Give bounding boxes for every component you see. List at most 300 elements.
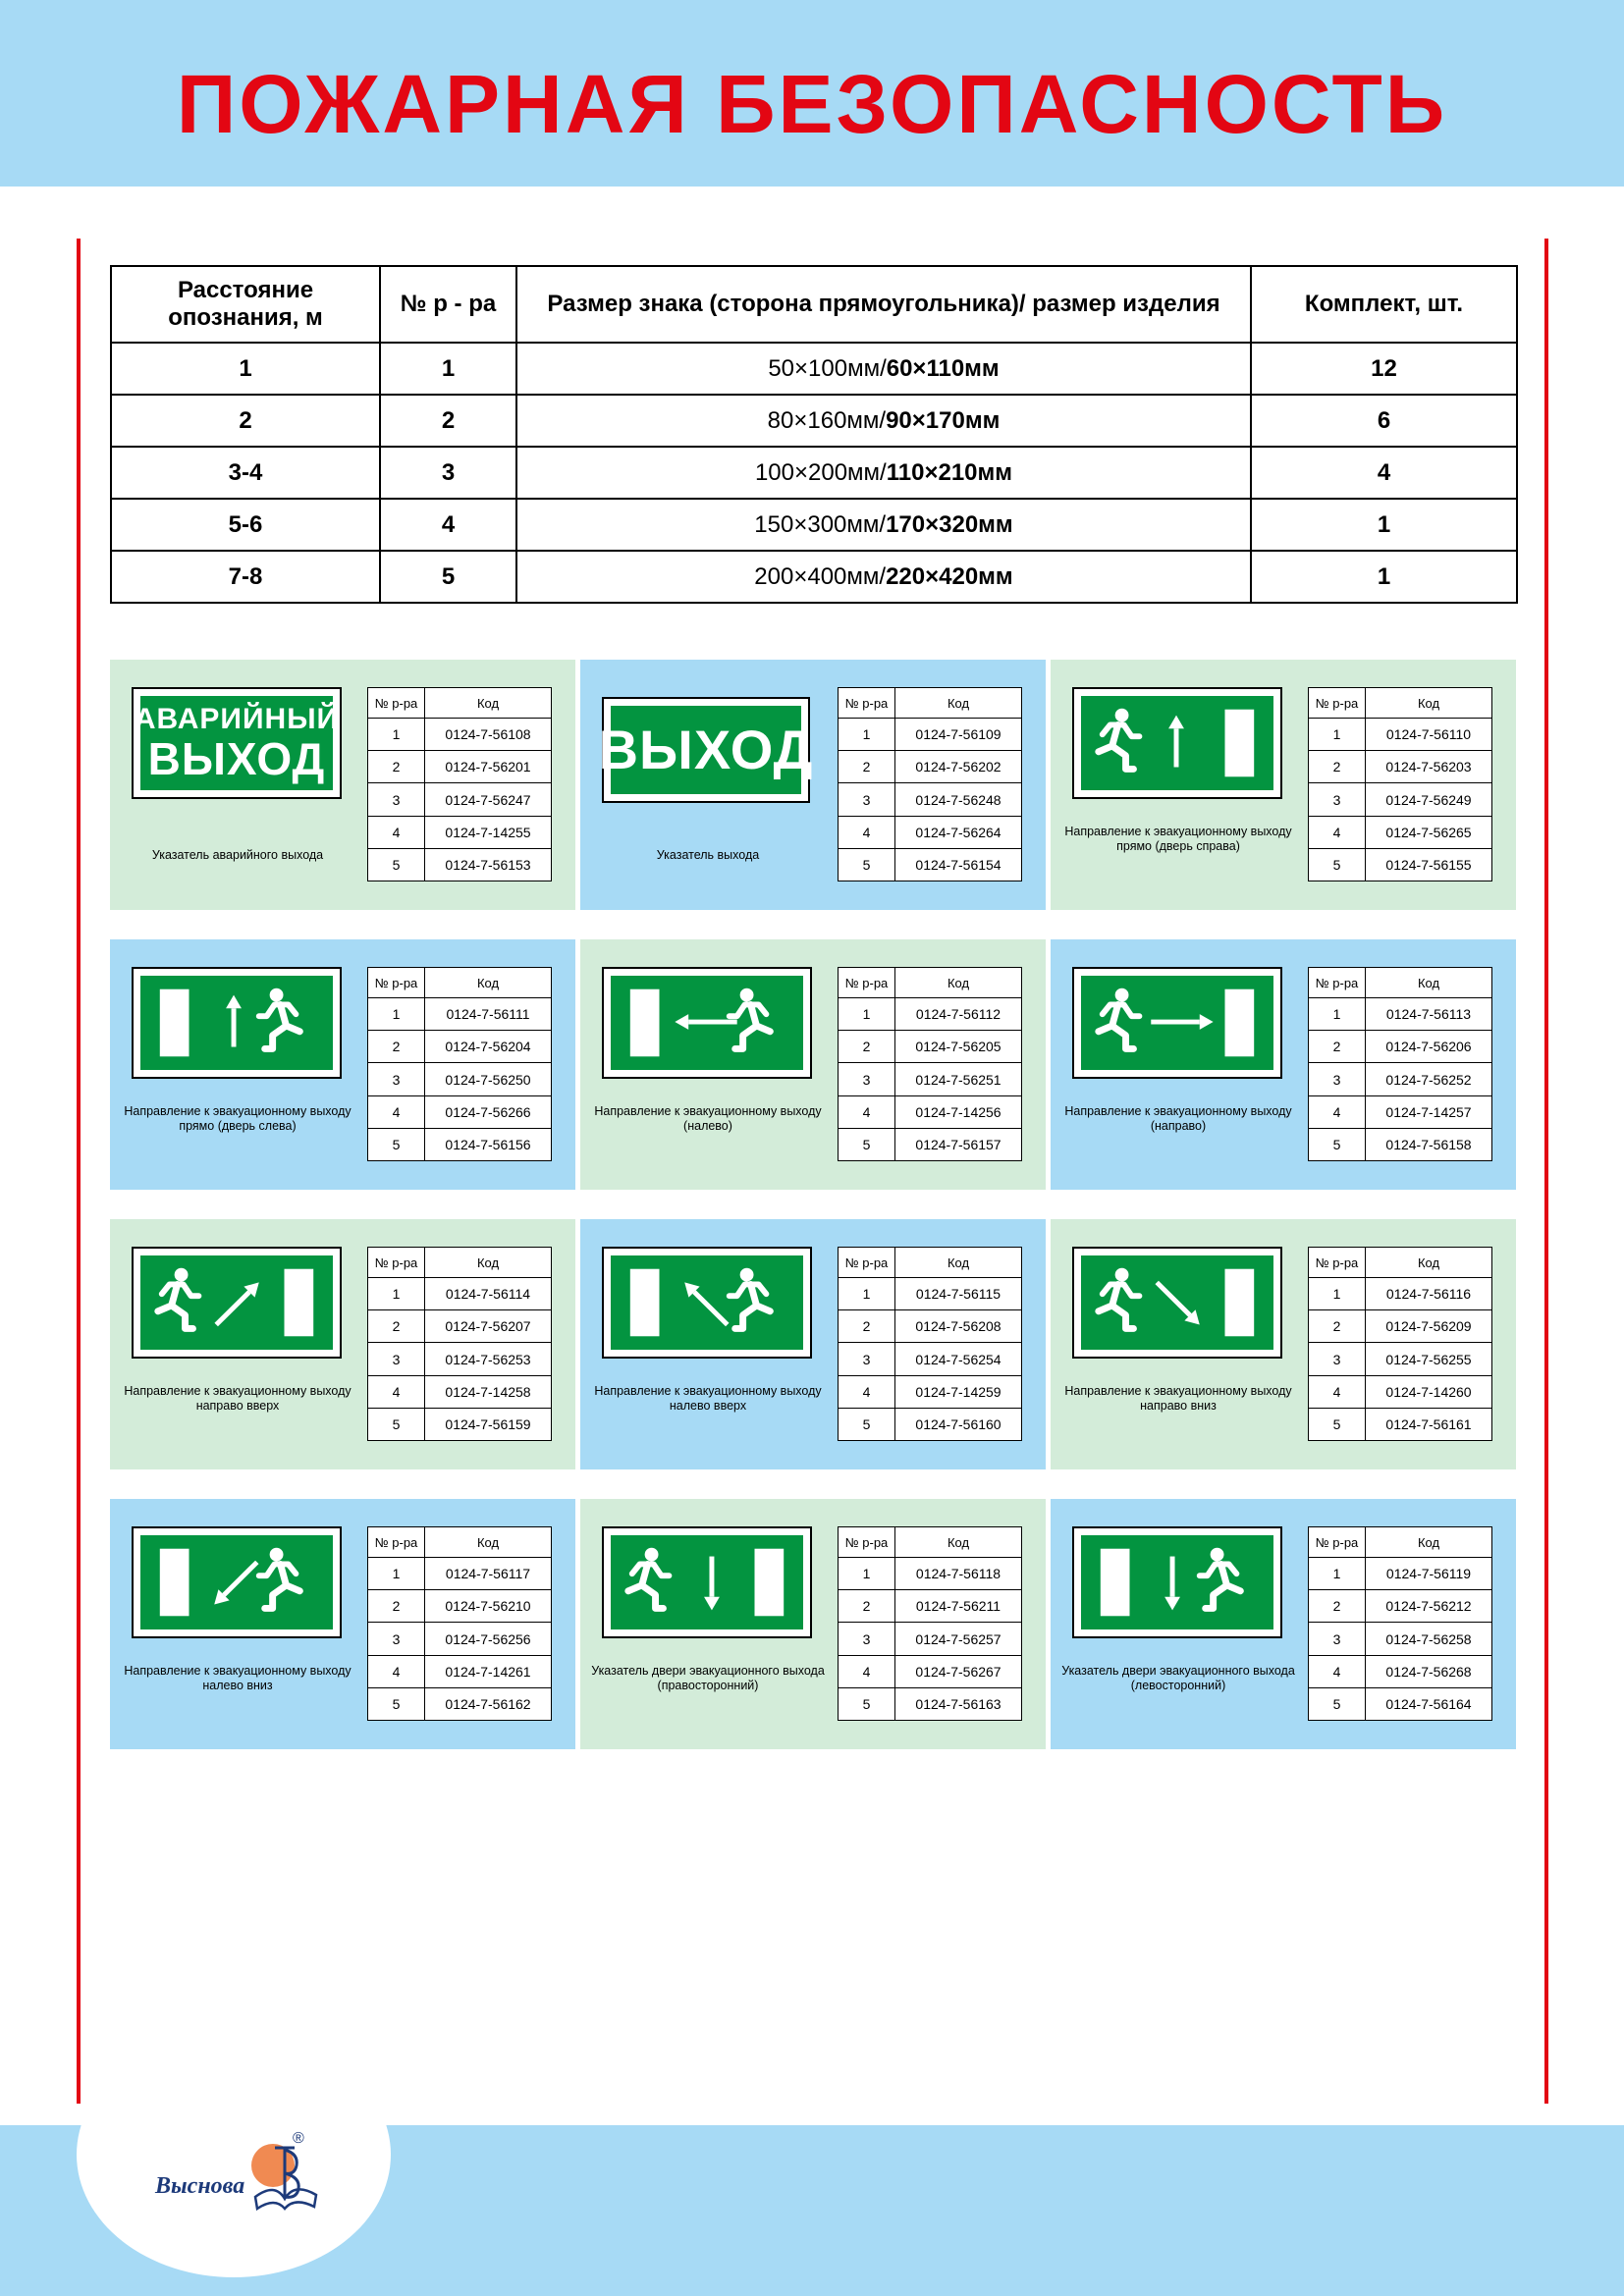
code-header-number: № р-ра <box>1309 1527 1366 1558</box>
code-value: 0124-7-56204 <box>425 1031 552 1063</box>
code-value: 0124-7-56249 <box>1366 783 1492 816</box>
code-row-number: 2 <box>839 1031 895 1063</box>
code-row-number: 4 <box>368 1655 425 1687</box>
code-row-number: 2 <box>368 1310 425 1343</box>
code-value: 0124-7-56108 <box>425 719 552 751</box>
cell-count: 6 <box>1251 395 1517 447</box>
code-value: 0124-7-14261 <box>425 1655 552 1687</box>
code-row-number: 5 <box>1309 1128 1366 1160</box>
code-value: 0124-7-56157 <box>895 1128 1022 1160</box>
cell-number: 3 <box>380 447 516 499</box>
sign-caption: Направление к эвакуационному выходу (направо) <box>1064 1104 1292 1133</box>
code-row-number: 4 <box>1309 1095 1366 1128</box>
code-row-number: 5 <box>1309 1408 1366 1440</box>
code-value: 0124-7-56115 <box>895 1278 1022 1310</box>
code-value: 0124-7-56202 <box>895 751 1022 783</box>
code-value: 0124-7-56112 <box>895 998 1022 1031</box>
size-table-row <box>111 499 1517 551</box>
code-table <box>1308 1247 1492 1441</box>
code-row <box>839 1687 1022 1720</box>
sign-caption: Указатель выхода <box>656 848 760 862</box>
code-table <box>1308 967 1492 1161</box>
code-header-code: Код <box>895 1527 1022 1558</box>
code-header-number: № р-ра <box>368 688 425 719</box>
code-row-number: 2 <box>1309 751 1366 783</box>
code-row <box>1309 1343 1492 1375</box>
code-row <box>1309 1558 1492 1590</box>
code-value: 0124-7-56258 <box>1366 1623 1492 1655</box>
code-value: 0124-7-56211 <box>895 1590 1022 1623</box>
code-row-number: 3 <box>1309 783 1366 816</box>
code-row <box>368 998 552 1031</box>
size-table <box>110 265 1518 604</box>
cell-distance: 3-4 <box>111 447 380 499</box>
sign-caption: Указатель двери эвакуационного выхода (левосторонний) <box>1061 1664 1295 1692</box>
sign-pictogram <box>1081 1255 1273 1350</box>
evacuation-sign <box>602 967 812 1079</box>
code-value: 0124-7-14259 <box>895 1375 1022 1408</box>
publisher-logo <box>147 2130 324 2218</box>
code-row-number: 2 <box>1309 1310 1366 1343</box>
code-value: 0124-7-56153 <box>425 848 552 881</box>
sign-size: 200×400мм/ <box>754 562 887 590</box>
code-row-number: 1 <box>368 1278 425 1310</box>
cell-size <box>516 343 1251 395</box>
evacuation-sign <box>132 1247 342 1359</box>
sign-card <box>1051 1499 1516 1749</box>
size-table-body <box>111 343 1517 603</box>
code-row-number: 5 <box>1309 848 1366 881</box>
code-value: 0124-7-56247 <box>425 783 552 816</box>
left-red-border <box>77 239 81 2104</box>
code-row <box>368 816 552 848</box>
code-row-number: 4 <box>368 816 425 848</box>
code-value: 0124-7-56267 <box>895 1655 1022 1687</box>
evacuation-sign <box>132 1526 342 1638</box>
code-row-number: 5 <box>839 1128 895 1160</box>
sign-caption: Указатель двери эвакуационного выхода (правосторонний) <box>591 1664 825 1692</box>
evacuation-sign <box>1072 967 1282 1079</box>
sign-text-line1: АВАРИЙНЫЙ <box>134 703 340 735</box>
code-value: 0124-7-56158 <box>1366 1128 1492 1160</box>
code-row <box>839 1558 1022 1590</box>
code-row-number: 3 <box>839 1063 895 1095</box>
code-header-code: Код <box>895 688 1022 719</box>
code-row <box>368 1063 552 1095</box>
code-table-header <box>368 688 552 719</box>
code-value: 0124-7-56114 <box>425 1278 552 1310</box>
code-row <box>1309 1063 1492 1095</box>
code-row-number: 3 <box>368 1343 425 1375</box>
code-row-number: 5 <box>368 1687 425 1720</box>
sign-caption: Указатель аварийного выхода <box>151 848 324 862</box>
code-row <box>1309 1375 1492 1408</box>
code-row <box>839 1128 1022 1160</box>
code-header-number: № р-ра <box>839 1248 895 1278</box>
code-value: 0124-7-56206 <box>1366 1031 1492 1063</box>
code-header-number: № р-ра <box>839 1527 895 1558</box>
code-header-code: Код <box>895 1248 1022 1278</box>
sign-pictogram <box>611 976 803 1070</box>
code-row <box>368 1095 552 1128</box>
code-row <box>368 1031 552 1063</box>
code-row-number: 1 <box>368 1558 425 1590</box>
code-row <box>1309 1408 1492 1440</box>
exit-sign <box>132 687 342 799</box>
header-number: № р - ра <box>380 266 516 343</box>
code-row <box>1309 1278 1492 1310</box>
code-row-number: 1 <box>839 1278 895 1310</box>
code-row <box>368 1408 552 1440</box>
code-row-number: 3 <box>368 783 425 816</box>
code-row <box>839 1623 1022 1655</box>
code-value: 0124-7-56109 <box>895 719 1022 751</box>
code-value: 0124-7-56255 <box>1366 1343 1492 1375</box>
code-row <box>368 848 552 881</box>
code-value: 0124-7-56205 <box>895 1031 1022 1063</box>
code-row <box>368 719 552 751</box>
code-row <box>1309 1095 1492 1128</box>
code-row-number: 5 <box>368 848 425 881</box>
code-header-code: Код <box>425 1248 552 1278</box>
registered-mark: ® <box>293 2130 304 2147</box>
code-row-number: 5 <box>839 848 895 881</box>
evacuation-sign <box>132 967 342 1079</box>
code-table <box>838 967 1022 1161</box>
sign-pictogram <box>611 1255 803 1350</box>
code-row-number: 3 <box>1309 1063 1366 1095</box>
cell-number: 2 <box>380 395 516 447</box>
cell-size <box>516 395 1251 447</box>
code-row-number: 4 <box>1309 1375 1366 1408</box>
code-row <box>1309 816 1492 848</box>
code-row-number: 3 <box>839 1623 895 1655</box>
code-value: 0124-7-56117 <box>425 1558 552 1590</box>
code-row <box>1309 1623 1492 1655</box>
sign-card <box>110 660 575 910</box>
item-size: 170×320мм <box>886 510 1013 538</box>
code-value: 0124-7-56210 <box>425 1590 552 1623</box>
code-row-number: 3 <box>839 783 895 816</box>
cell-count: 1 <box>1251 499 1517 551</box>
code-row-number: 3 <box>368 1623 425 1655</box>
code-table <box>367 687 552 881</box>
item-size: 110×210мм <box>886 458 1013 486</box>
code-row-number: 2 <box>368 1031 425 1063</box>
code-row-number: 3 <box>1309 1343 1366 1375</box>
code-row <box>839 1343 1022 1375</box>
size-table-header-row <box>111 266 1517 343</box>
sign-caption: Направление к эвакуационному выходу (налево) <box>594 1104 822 1133</box>
code-table <box>838 1247 1022 1441</box>
code-row <box>839 719 1022 751</box>
code-table <box>1308 687 1492 881</box>
right-red-border <box>1544 239 1548 2104</box>
code-row-number: 2 <box>1309 1031 1366 1063</box>
sign-card <box>580 1219 1046 1469</box>
code-table <box>367 967 552 1161</box>
sign-card <box>1051 1219 1516 1469</box>
code-value: 0124-7-56265 <box>1366 816 1492 848</box>
code-row-number: 2 <box>368 1590 425 1623</box>
code-row <box>1309 1687 1492 1720</box>
code-value: 0124-7-56251 <box>895 1063 1022 1095</box>
code-row <box>839 998 1022 1031</box>
code-value: 0124-7-56212 <box>1366 1590 1492 1623</box>
code-value: 0124-7-56160 <box>895 1408 1022 1440</box>
code-value: 0124-7-56253 <box>425 1343 552 1375</box>
code-row <box>368 1590 552 1623</box>
code-row <box>1309 783 1492 816</box>
code-row <box>368 1687 552 1720</box>
sign-pictogram <box>1081 976 1273 1070</box>
cell-number: 5 <box>380 551 516 603</box>
code-value: 0124-7-56159 <box>425 1408 552 1440</box>
code-value: 0124-7-56268 <box>1366 1655 1492 1687</box>
exit-sign <box>598 697 814 803</box>
code-row <box>839 848 1022 881</box>
sign-card <box>110 1219 575 1469</box>
code-row-number: 2 <box>1309 1590 1366 1623</box>
evacuation-sign <box>602 1526 812 1638</box>
code-value: 0124-7-56164 <box>1366 1687 1492 1720</box>
code-header-code: Код <box>1366 1527 1492 1558</box>
code-header-number: № р-ра <box>1309 1248 1366 1278</box>
code-value: 0124-7-56203 <box>1366 751 1492 783</box>
code-row <box>839 1063 1022 1095</box>
cell-count: 4 <box>1251 447 1517 499</box>
cell-number: 4 <box>380 499 516 551</box>
code-value: 0124-7-56201 <box>425 751 552 783</box>
sign-pictogram <box>611 1535 803 1629</box>
code-table-header <box>368 1527 552 1558</box>
code-row-number: 1 <box>1309 1278 1366 1310</box>
sign-size: 100×200мм/ <box>754 458 887 486</box>
item-size: 60×110мм <box>886 354 1000 382</box>
cell-size <box>516 551 1251 603</box>
code-row <box>839 1408 1022 1440</box>
code-row-number: 1 <box>1309 1558 1366 1590</box>
code-row <box>368 1310 552 1343</box>
code-header-code: Код <box>1366 968 1492 998</box>
code-header-code: Код <box>1366 1248 1492 1278</box>
code-row-number: 4 <box>1309 816 1366 848</box>
sign-size: 150×300мм/ <box>754 510 887 538</box>
code-row <box>839 1278 1022 1310</box>
code-row <box>839 816 1022 848</box>
code-row-number: 1 <box>1309 998 1366 1031</box>
code-row-number: 1 <box>839 719 895 751</box>
sign-text: ВЫХОД <box>598 719 814 780</box>
code-value: 0124-7-14258 <box>425 1375 552 1408</box>
code-header-number: № р-ра <box>1309 688 1366 719</box>
code-table-header <box>1309 1527 1492 1558</box>
code-row <box>1309 1031 1492 1063</box>
header-distance: Расстояние опознания, м <box>111 266 380 343</box>
sign-card <box>110 939 575 1190</box>
code-table <box>838 687 1022 881</box>
code-value: 0124-7-56118 <box>895 1558 1022 1590</box>
code-row-number: 2 <box>839 1310 895 1343</box>
cell-count: 12 <box>1251 343 1517 395</box>
logo-wordmark: Выснова <box>155 2173 245 2199</box>
sign-pictogram <box>140 1255 333 1350</box>
evacuation-sign <box>1072 1526 1282 1638</box>
code-header-code: Код <box>1366 688 1492 719</box>
code-value: 0124-7-56113 <box>1366 998 1492 1031</box>
code-value: 0124-7-56156 <box>425 1128 552 1160</box>
sign-size: 80×160мм/ <box>767 406 887 434</box>
code-row <box>1309 719 1492 751</box>
code-header-number: № р-ра <box>839 688 895 719</box>
code-row <box>1309 751 1492 783</box>
code-header-code: Код <box>425 968 552 998</box>
sign-size: 50×100мм/ <box>768 354 887 382</box>
sign-caption: Направление к эвакуационному выходу налево вниз <box>124 1664 352 1692</box>
sign-card <box>110 1499 575 1749</box>
code-value: 0124-7-14260 <box>1366 1375 1492 1408</box>
code-header-code: Код <box>425 688 552 719</box>
sign-card <box>1051 660 1516 910</box>
code-value: 0124-7-56256 <box>425 1623 552 1655</box>
item-size: 90×170мм <box>886 406 1001 434</box>
code-value: 0124-7-56257 <box>895 1623 1022 1655</box>
code-value: 0124-7-56254 <box>895 1343 1022 1375</box>
header-size: Размер знака (сторона прямоугольника)/ размер изделия <box>516 266 1251 343</box>
size-table-row <box>111 447 1517 499</box>
code-row <box>368 1623 552 1655</box>
code-value: 0124-7-56111 <box>425 998 552 1031</box>
code-row-number: 5 <box>1309 1687 1366 1720</box>
sign-card <box>1051 939 1516 1190</box>
code-value: 0124-7-56266 <box>425 1095 552 1128</box>
code-table-header <box>368 968 552 998</box>
sign-caption: Направление к эвакуационному выходу налево вверх <box>594 1384 822 1413</box>
code-table <box>1308 1526 1492 1721</box>
code-row <box>839 751 1022 783</box>
cell-distance: 7-8 <box>111 551 380 603</box>
code-row <box>368 783 552 816</box>
code-value: 0124-7-14255 <box>425 816 552 848</box>
evacuation-sign <box>1072 687 1282 799</box>
sign-caption: Направление к эвакуационному выходу направо вверх <box>124 1384 352 1413</box>
sign-card <box>580 660 1046 910</box>
header-count: Комплект, шт. <box>1251 266 1517 343</box>
code-row <box>368 1278 552 1310</box>
code-value: 0124-7-56116 <box>1366 1278 1492 1310</box>
code-row <box>1309 1128 1492 1160</box>
code-row <box>1309 1655 1492 1687</box>
cell-count: 1 <box>1251 551 1517 603</box>
code-row-number: 4 <box>368 1095 425 1128</box>
code-row <box>1309 848 1492 881</box>
code-table-header <box>839 688 1022 719</box>
sign-text-line2: ВЫХОД <box>147 733 326 784</box>
code-header-code: Код <box>895 968 1022 998</box>
code-value: 0124-7-56154 <box>895 848 1022 881</box>
code-row-number: 4 <box>839 1655 895 1687</box>
sign-caption: Направление к эвакуационному выходу направо вниз <box>1064 1384 1292 1413</box>
size-table-row <box>111 551 1517 603</box>
code-table-header <box>368 1248 552 1278</box>
code-header-number: № р-ра <box>1309 968 1366 998</box>
code-table-header <box>1309 968 1492 998</box>
code-row-number: 4 <box>839 816 895 848</box>
sign-pictogram <box>1081 1535 1273 1629</box>
code-row-number: 2 <box>368 751 425 783</box>
code-header-code: Код <box>425 1527 552 1558</box>
size-table-row <box>111 343 1517 395</box>
code-row <box>1309 1310 1492 1343</box>
code-table-header <box>839 1527 1022 1558</box>
code-row-number: 5 <box>839 1408 895 1440</box>
code-header-number: № р-ра <box>368 1248 425 1278</box>
code-row <box>368 751 552 783</box>
sign-pictogram <box>140 1535 333 1629</box>
code-row-number: 5 <box>368 1408 425 1440</box>
code-header-number: № р-ра <box>368 1527 425 1558</box>
code-row-number: 4 <box>839 1375 895 1408</box>
code-value: 0124-7-56119 <box>1366 1558 1492 1590</box>
cell-number: 1 <box>380 343 516 395</box>
sign-caption: Направление к эвакуационному выходу прямо (дверь справа) <box>1064 825 1292 853</box>
code-value: 0124-7-56110 <box>1366 719 1492 751</box>
cell-distance: 2 <box>111 395 380 447</box>
code-table-header <box>1309 1248 1492 1278</box>
code-row-number: 1 <box>368 998 425 1031</box>
code-header-number: № р-ра <box>839 968 895 998</box>
code-row-number: 1 <box>839 998 895 1031</box>
code-row <box>839 1031 1022 1063</box>
code-row-number: 1 <box>839 1558 895 1590</box>
size-table-row <box>111 395 1517 447</box>
code-value: 0124-7-56207 <box>425 1310 552 1343</box>
cell-distance: 5-6 <box>111 499 380 551</box>
sign-caption: Направление к эвакуационному выходу прямо (дверь слева) <box>124 1104 352 1133</box>
code-value: 0124-7-56248 <box>895 783 1022 816</box>
code-row-number: 2 <box>839 751 895 783</box>
sign-pictogram <box>1081 696 1273 790</box>
code-row <box>1309 998 1492 1031</box>
code-row-number: 4 <box>1309 1655 1366 1687</box>
code-row-number: 5 <box>839 1687 895 1720</box>
code-table <box>367 1247 552 1441</box>
code-row <box>368 1375 552 1408</box>
code-value: 0124-7-56250 <box>425 1063 552 1095</box>
code-table-header <box>839 968 1022 998</box>
item-size: 220×420мм <box>886 562 1013 590</box>
code-row <box>1309 1590 1492 1623</box>
evacuation-sign <box>1072 1247 1282 1359</box>
page-title: ПОЖАРНАЯ БЕЗОПАСНОСТЬ <box>176 58 1448 150</box>
code-row <box>368 1128 552 1160</box>
code-row <box>839 1095 1022 1128</box>
code-row <box>839 1375 1022 1408</box>
code-row-number: 1 <box>368 719 425 751</box>
code-value: 0124-7-56155 <box>1366 848 1492 881</box>
code-table <box>838 1526 1022 1721</box>
code-row-number: 3 <box>1309 1623 1366 1655</box>
code-value: 0124-7-56161 <box>1366 1408 1492 1440</box>
code-value: 0124-7-56163 <box>895 1687 1022 1720</box>
code-value: 0124-7-56264 <box>895 816 1022 848</box>
code-row-number: 1 <box>1309 719 1366 751</box>
code-table-header <box>1309 688 1492 719</box>
cell-size <box>516 499 1251 551</box>
code-row-number: 4 <box>368 1375 425 1408</box>
sign-pictogram <box>140 976 333 1070</box>
cell-size <box>516 447 1251 499</box>
